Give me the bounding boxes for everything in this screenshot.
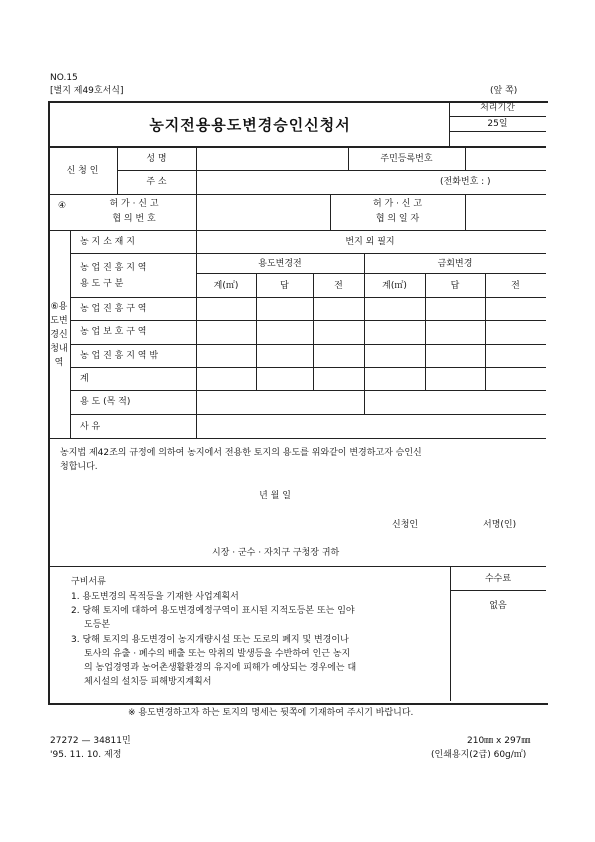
form-reference: [별지 제49호서식] [50,86,124,96]
document-item: 체시설의 설치등 피해방지계획서 [84,677,212,687]
form-code: 27272 — 34811민 [50,736,131,746]
resident-id-label: 주민등록번호 [380,154,433,164]
permit-date-field[interactable] [467,196,544,228]
table-row-label: 농 업 진 흥 지 역 밖 [80,351,159,361]
application-date: 년 월 일 [259,491,291,501]
signature-label: 서명(인) [483,520,517,530]
applicant-label: 신 청 인 [66,166,99,176]
table-row-label: 계 [80,374,89,384]
after-field-header: 전 [511,281,520,291]
document-item: 의 농업경영과 농어촌생활환경의 유지에 피해가 예상되는 경우에는 대 [84,663,357,673]
change-side-label: ⑥용도변경신청내역 [50,302,68,368]
before-field-header: 전 [334,281,343,291]
fee-label: 수수료 [484,574,512,584]
before-paddy-header: 답 [280,281,289,291]
purpose-label: 용 도 (목 적) [80,397,131,407]
location-label: 농 지 소 재 지 [80,237,135,247]
permit-number-field[interactable] [198,196,328,228]
after-total-header: 계(㎡) [382,281,407,291]
permit-number-label-1: 허 가 · 신 고 [109,199,159,209]
table-row-label: 농 업 보 호 구 역 [80,327,147,337]
document-item: 토사의 유출 · 폐수의 배출 또는 악취의 발생등을 수반하여 인근 농지 [84,649,351,659]
area-label-1: 농 업 진 흥 지 역 [80,263,147,273]
purpose-field[interactable] [198,392,362,412]
paper-spec: (인쇄용지(2급) 60g/㎡) [431,750,527,760]
page-side: (앞 쪽) [490,86,518,96]
document-item: 3. 당해 토지의 용도변경이 농지개량시설 또는 도로의 폐지 및 변경이나 [71,635,349,645]
statement-line-2: 청합니다. [60,462,98,472]
name-label: 성 명 [146,154,167,164]
addressee: 시장 · 군수 · 자치구 구청장 귀하 [212,548,340,558]
area-label-2: 용 도 구 분 [80,279,124,289]
enactment-date: '95. 11. 10. 제정 [50,750,122,760]
document-item: 1. 용도변경의 목적등을 기재한 사업계획서 [71,592,239,602]
reason-field[interactable] [198,416,544,436]
processing-value: 25일 [487,119,508,129]
form-title: 농지전용용도변경승인신청서 [149,116,351,134]
phone-label: (전화번호 : ) [440,177,491,187]
after-paddy-header: 답 [450,281,460,291]
reason-label: 사 유 [80,422,101,432]
fee-value: 없음 [489,601,507,611]
permit-number-label-2: 협 의 번 호 [112,214,156,224]
permit-date-label-1: 허 가 · 신 고 [372,199,423,209]
before-total-header: 계(㎡) [213,281,239,291]
permit-marker: ④ [58,201,67,211]
document-item: 2. 당해 토지에 대하여 용도변경예정구역이 표시된 지적도등본 또는 임야 [71,606,355,616]
form-number: NO.15 [50,73,78,83]
documents-title: 구비서류 [71,577,106,587]
resident-id-field[interactable] [467,150,544,168]
before-change-label: 용도변경전 [258,259,302,269]
applicant-line: 신청인 [392,520,419,530]
processing-label: 처리기간 [480,103,515,113]
current-change-label: 금회변경 [437,259,473,269]
location-value: 번지 외 필지 [345,237,395,247]
table-row-label: 농 업 진 흥 구 역 [80,304,147,314]
document-item: 도등본 [84,620,111,630]
footnote: ※ 용도변경하고자 하는 토지의 명세는 뒷쪽에 기재하여 주시기 바랍니다. [128,708,414,718]
permit-date-label-2: 협 의 일 자 [375,214,420,224]
address-label: 주 소 [146,177,167,187]
statement-line-1: 농지법 제42조의 규정에 의하여 농지에서 전용한 토지의 용도를 위와같이 변경하고자 승인신 [60,448,422,458]
paper-size: 210㎜ x 297㎜ [467,736,531,746]
address-field[interactable] [198,173,448,192]
name-field[interactable] [198,150,346,168]
